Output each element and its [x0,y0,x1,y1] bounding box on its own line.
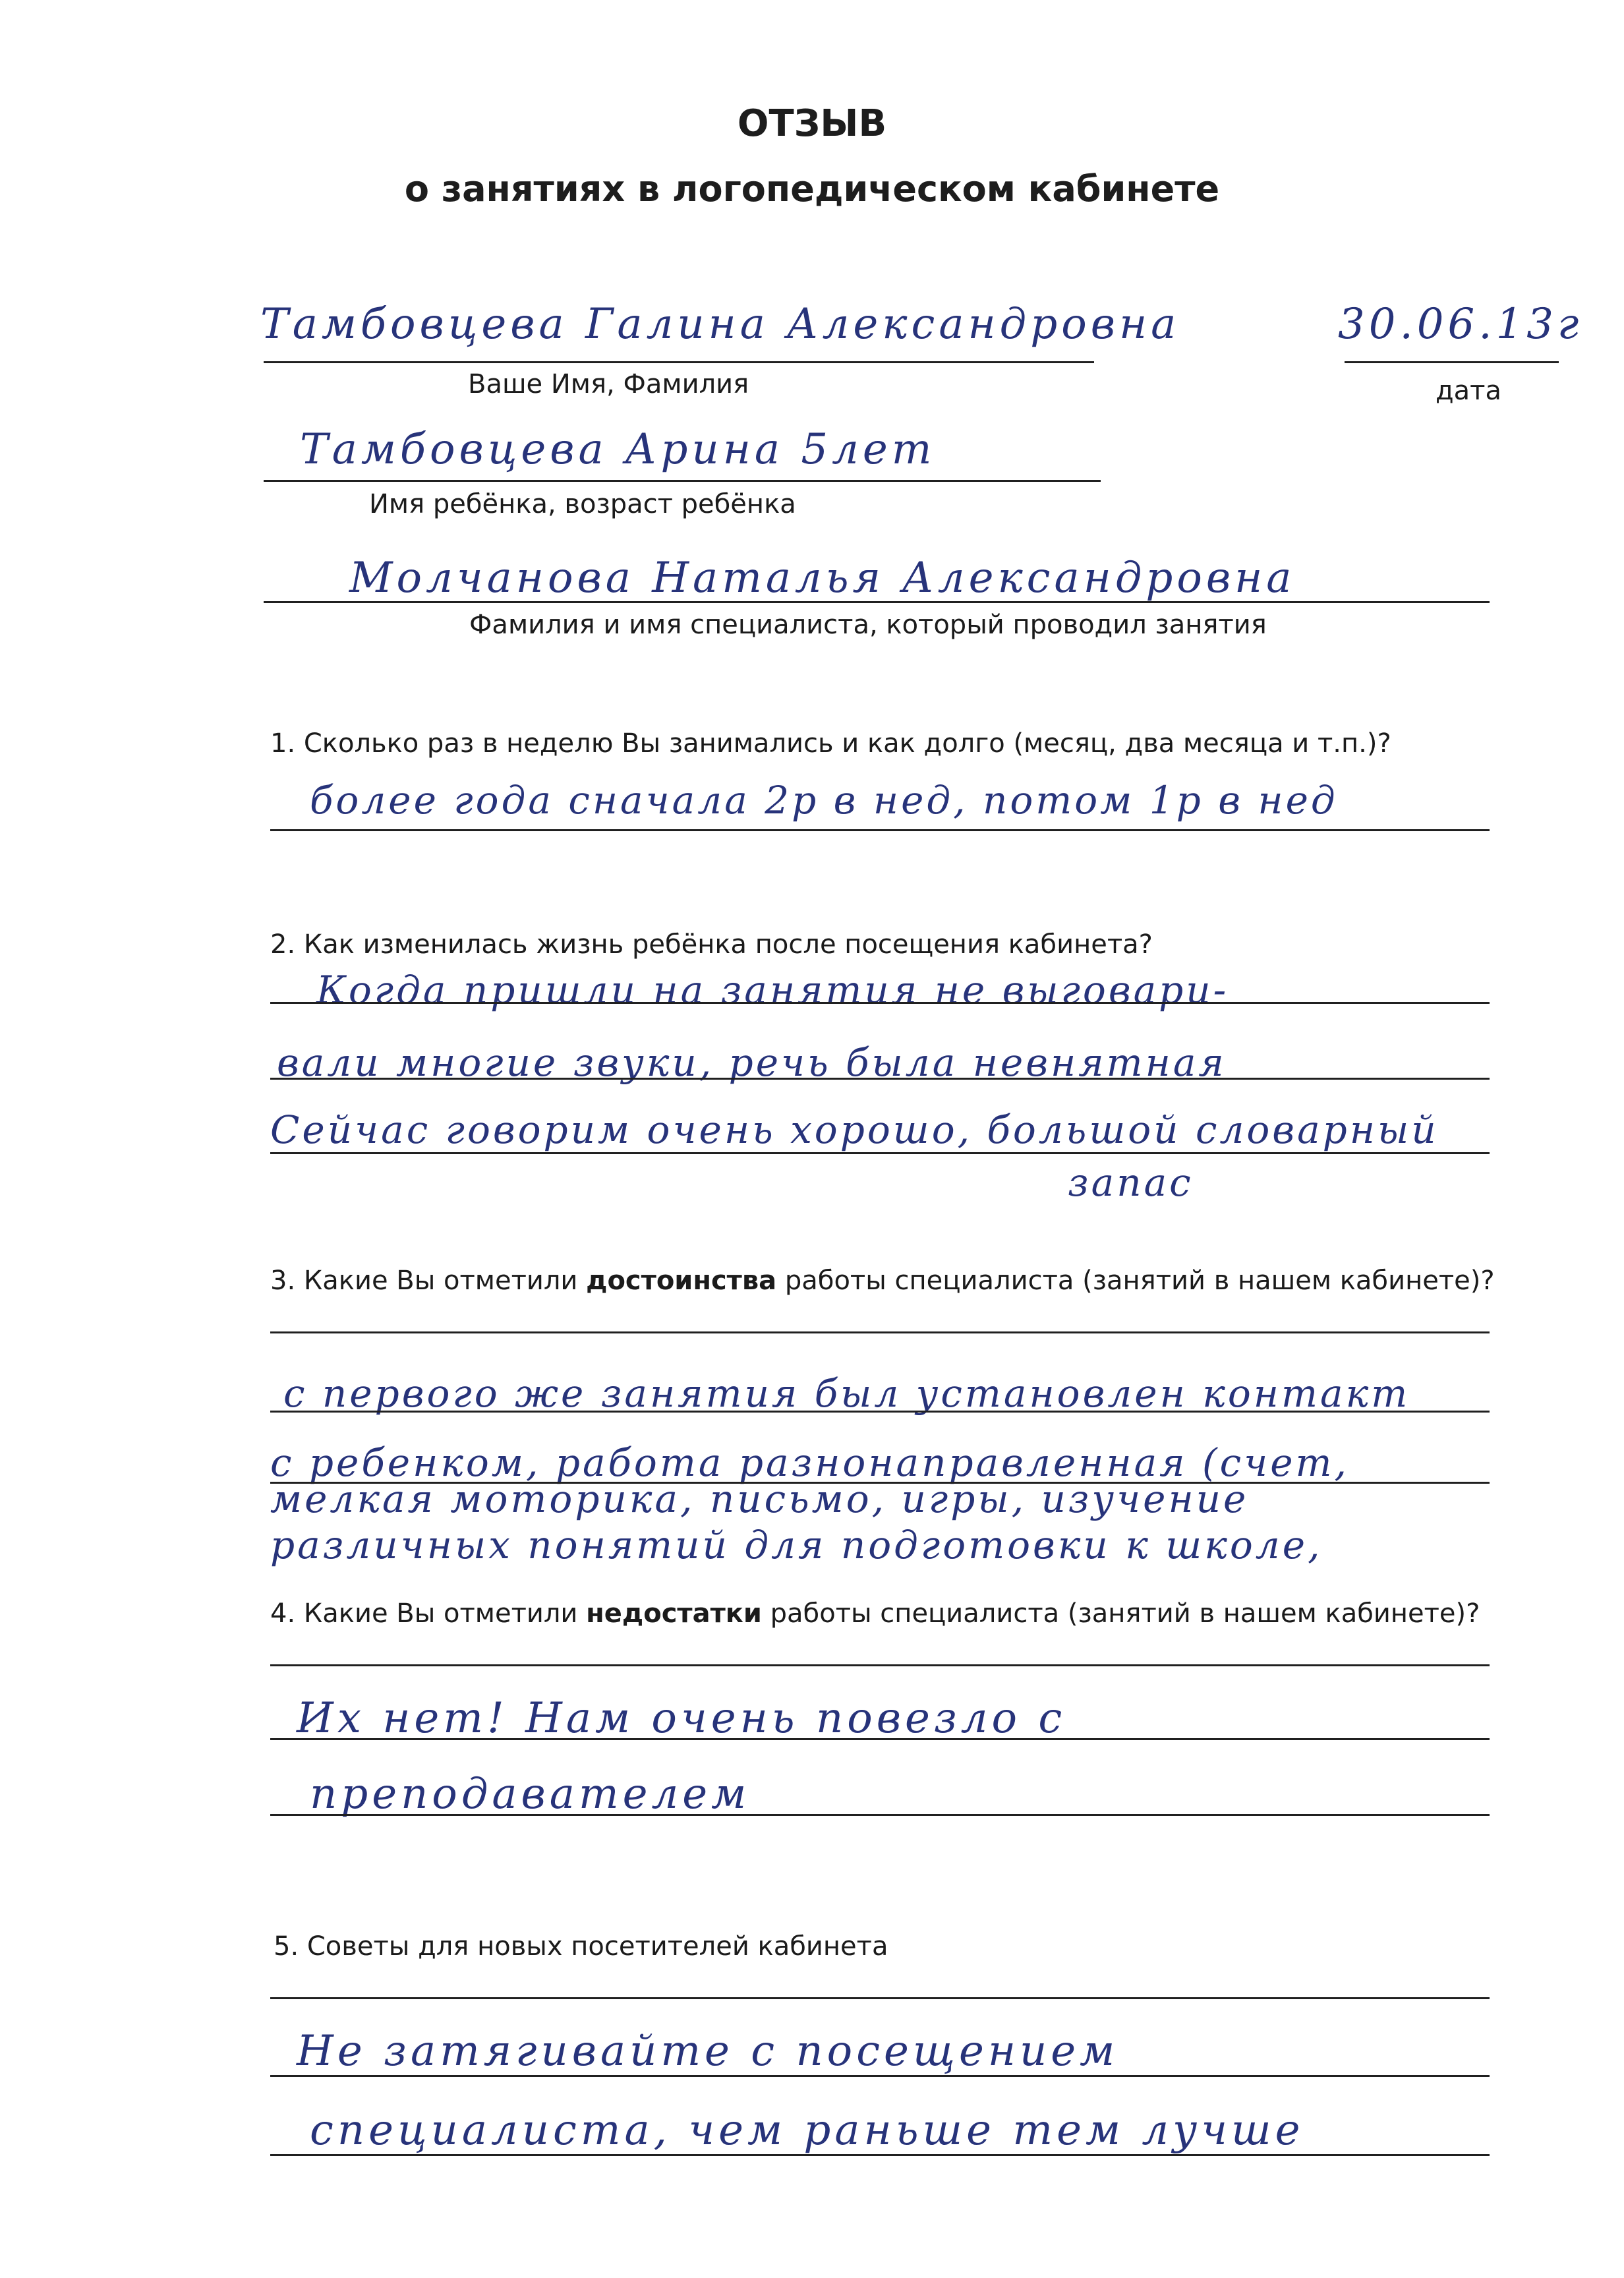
form-subtitle: о занятиях в логопедическом кабинете [404,168,1220,210]
question-3-answer-line-4: различных понятий для подготовки к школе, [270,1523,1323,1567]
question-3-label-post: работы специалиста (занятий в нашем кабинете)? [776,1266,1495,1296]
question-2-line-3 [270,1152,1490,1154]
question-3-line-2 [270,1411,1490,1413]
form-title: ОТЗЫВ [737,102,887,145]
question-4-answer-line-1: Их нет! Нам очень повезло с [297,1694,1066,1743]
date-label: дата [1436,376,1501,406]
question-3-label [270,1266,1495,1296]
question-3-label-bold: достоинства [586,1266,777,1296]
question-2-label: 2. Как изменилась жизнь ребёнка после посещения кабинета? [270,929,1153,960]
question-5-answer-line-1: Не затягивайте с посещением [297,2027,1119,2076]
question-2-line-2 [270,1078,1490,1080]
specialist-value: Молчанова Наталья Александровна [349,554,1296,602]
question-4-line-1 [270,1664,1490,1666]
question-4-label [270,1598,1480,1629]
date-value: 30.06.13г [1338,300,1583,349]
name-line [264,361,1094,363]
question-5-line-3 [270,2154,1490,2156]
question-2-answer-line-2: вали многие звуки, речь была невнятная [277,1040,1227,1085]
question-3-line-1 [270,1331,1490,1333]
date-line [1345,361,1559,363]
question-3-label-pre: 3. Какие Вы отметили [270,1266,587,1296]
question-2-line-1 [270,1002,1490,1004]
name-label: Ваше Имя, Фамилия [468,369,749,399]
question-2-answer-line-4: запас [1068,1160,1194,1205]
question-4-line-3 [270,1814,1490,1816]
question-4-line-2 [270,1738,1490,1740]
question-2-answer-line-3: Сейчас говорим очень хорошо, большой словарный [270,1107,1439,1152]
question-4-label-bold: недостатки [586,1598,762,1629]
question-1-label: 1. Сколько раз в неделю Вы занимались и как долго (месяц, два месяца и т.п.)? [270,728,1391,759]
child-label: Имя ребёнка, возраст ребёнка [369,489,796,519]
specialist-line [264,601,1490,603]
question-3-answer-line-2: с ребенком, работа разнонаправленная (счет, [270,1440,1349,1485]
specialist-label: Фамилия и имя специалиста, который проводил занятия [469,610,1267,640]
question-5-label: 5. Советы для новых посетителей кабинета [274,1931,888,1962]
question-5-line-2 [270,2075,1490,2077]
question-2-answer-line-1: Когда пришли на занятия не выговари- [316,968,1229,1012]
question-3-answer-line-1: с первого же занятия был установлен контакт [283,1371,1410,1416]
child-value: Тамбовцева Арина 5лет [300,425,936,474]
child-line [264,480,1101,482]
question-4-label-post: работы специалиста (занятий в нашем кабинете)? [761,1598,1480,1629]
question-3-answer-line-3: мелкая моторика, письмо, игры, изучение [270,1476,1249,1521]
name-value: Тамбовцева Галина Александровна [260,300,1180,349]
question-4-answer-line-2: преподавателем [310,1770,751,1819]
question-1-answer-line-1: более года сначала 2р в нед, потом 1р в нед [310,778,1338,823]
question-4-label-pre: 4. Какие Вы отметили [270,1598,587,1629]
question-5-line-1 [270,1997,1490,1999]
question-5-answer-line-2: специалиста, чем раньше тем лучше [310,2106,1304,2155]
question-1-line-1 [270,829,1490,831]
